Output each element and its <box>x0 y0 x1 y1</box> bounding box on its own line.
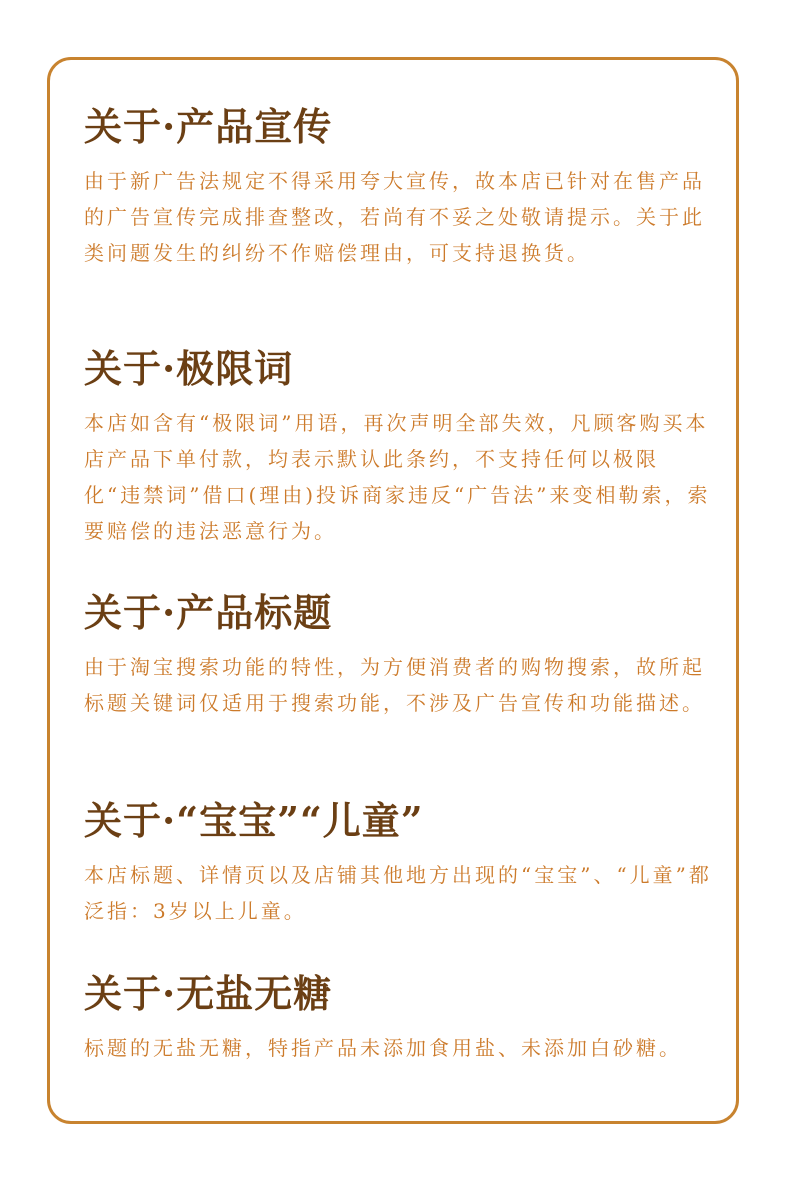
section-baby-children <box>84 797 724 929</box>
section-body: 本店如含有“极限词”用语，再次声明全部失效，凡顾客购买本店产品下单付款，均表示默认此条约，不支持任何以极限化“违禁词”借口(理由)投诉商家违反“广告法”来变相勒索，索要赔偿的违法恶意行为。 <box>84 411 711 543</box>
section-body: 标题的无盐无糖，特指产品未添加食用盐、未添加白砂糖。 <box>84 1036 682 1060</box>
section-product-promotion <box>84 103 724 271</box>
section-heading: 关于·产品标题 <box>84 590 333 635</box>
section-heading: 关于·产品宣传 <box>84 104 333 149</box>
section-heading: 关于·无盐无糖 <box>84 971 333 1016</box>
section-body: 本店标题、详情页以及店铺其他地方出现的“宝宝”、“儿童”都泛指：3岁以上儿童。 <box>84 863 712 923</box>
section-body: 由于淘宝搜索功能的特性，为方便消费者的购物搜索，故所起标题关键词仅适用于搜索功能，不涉及广告宣传和功能描述。 <box>84 655 705 715</box>
section-heading: 关于·“宝宝”“儿童” <box>84 798 424 843</box>
section-heading: 关于·极限词 <box>84 346 294 391</box>
section-product-title <box>84 589 724 721</box>
section-extreme-words <box>84 345 724 549</box>
section-no-salt-no-sugar <box>84 970 724 1066</box>
section-body: 由于新广告法规定不得采用夸大宣传，故本店已针对在售产品的广告宣传完成排查整改，若尚有不妥之处敬请提示。关于此类问题发生的纠纷不作赔偿理由，可支持退换货。 <box>84 169 705 265</box>
